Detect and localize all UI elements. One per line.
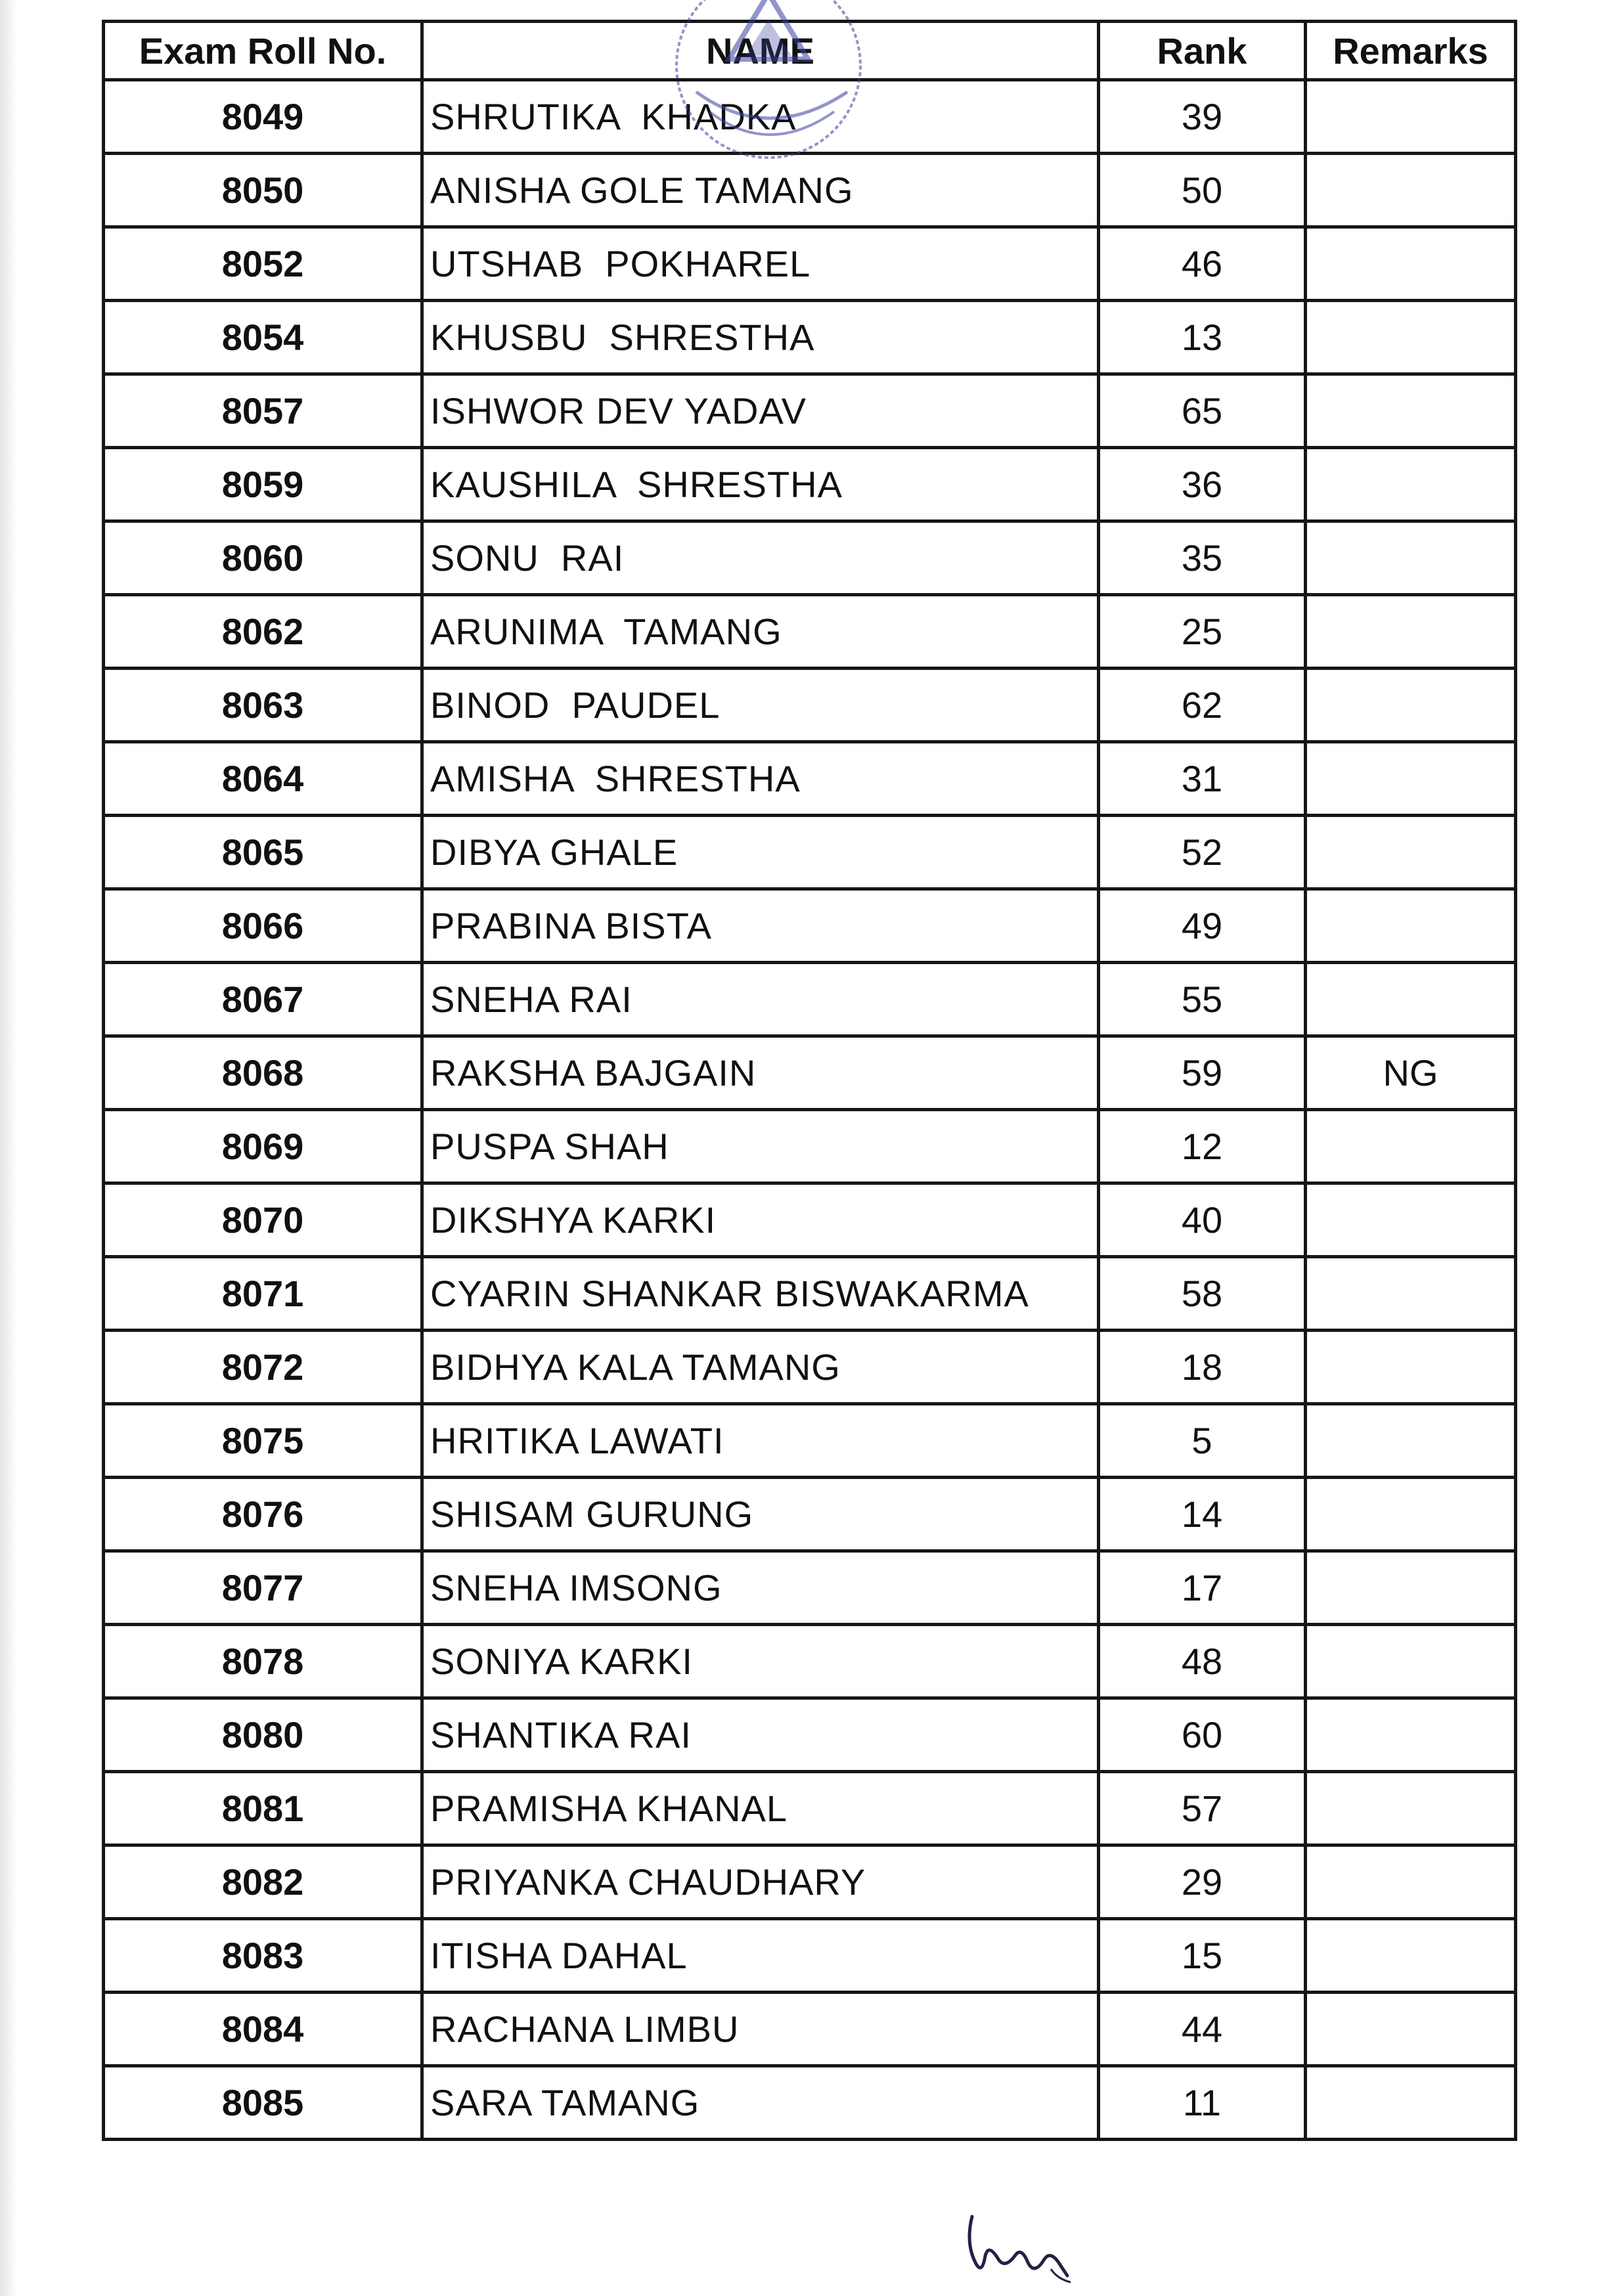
roll-cell: 8050 bbox=[104, 154, 422, 227]
rank-cell: 14 bbox=[1099, 1478, 1306, 1551]
remarks-cell bbox=[1306, 374, 1516, 448]
signature-icon bbox=[959, 2203, 1077, 2289]
remarks-cell bbox=[1306, 889, 1516, 963]
roll-cell: 8082 bbox=[104, 1845, 422, 1919]
table-row bbox=[104, 2066, 1516, 2140]
rank-cell: 29 bbox=[1099, 1845, 1306, 1919]
remarks-cell bbox=[1306, 816, 1516, 889]
rank-cell: 11 bbox=[1099, 2066, 1306, 2140]
table-row bbox=[104, 227, 1516, 301]
rank-cell: 46 bbox=[1099, 227, 1306, 301]
name-cell: DIBYA GHALE bbox=[422, 816, 1099, 889]
scan-edge-shadow bbox=[0, 0, 17, 2296]
roll-cell: 8081 bbox=[104, 1772, 422, 1845]
table-row bbox=[104, 1919, 1516, 1993]
header-roll: Exam Roll No. bbox=[104, 22, 422, 80]
rank-cell: 5 bbox=[1099, 1404, 1306, 1478]
name-cell: SARA TAMANG bbox=[422, 2066, 1099, 2140]
remarks-cell bbox=[1306, 301, 1516, 374]
rank-cell: 59 bbox=[1099, 1036, 1306, 1110]
roll-cell: 8080 bbox=[104, 1698, 422, 1772]
table-row bbox=[104, 963, 1516, 1036]
name-cell: SHANTIKA RAI bbox=[422, 1698, 1099, 1772]
name-cell: HRITIKA LAWATI bbox=[422, 1404, 1099, 1478]
table-row bbox=[104, 742, 1516, 816]
name-cell: ARUNIMA TAMANG bbox=[422, 595, 1099, 669]
name-cell: DIKSHYA KARKI bbox=[422, 1183, 1099, 1257]
table-row bbox=[104, 1698, 1516, 1772]
remarks-cell bbox=[1306, 1919, 1516, 1993]
rank-cell: 58 bbox=[1099, 1257, 1306, 1331]
table-row bbox=[104, 1772, 1516, 1845]
table-row bbox=[104, 1036, 1516, 1110]
table-row bbox=[104, 1551, 1516, 1625]
remarks-cell bbox=[1306, 1551, 1516, 1625]
name-cell: SHISAM GURUNG bbox=[422, 1478, 1099, 1551]
table-row bbox=[104, 80, 1516, 154]
roll-cell: 8068 bbox=[104, 1036, 422, 1110]
name-cell: PUSPA SHAH bbox=[422, 1110, 1099, 1183]
rank-cell: 18 bbox=[1099, 1331, 1306, 1404]
name-cell: SHRUTIKA KHADKA bbox=[422, 80, 1099, 154]
name-cell: SONIYA KARKI bbox=[422, 1625, 1099, 1698]
name-cell: PRIYANKA CHAUDHARY bbox=[422, 1845, 1099, 1919]
remarks-cell bbox=[1306, 1698, 1516, 1772]
roll-cell: 8052 bbox=[104, 227, 422, 301]
rank-cell: 48 bbox=[1099, 1625, 1306, 1698]
remarks-cell bbox=[1306, 1993, 1516, 2066]
remarks-cell bbox=[1306, 1404, 1516, 1478]
roll-cell: 8064 bbox=[104, 742, 422, 816]
roll-cell: 8085 bbox=[104, 2066, 422, 2140]
rank-cell: 35 bbox=[1099, 521, 1306, 595]
roll-cell: 8083 bbox=[104, 1919, 422, 1993]
table-row bbox=[104, 1183, 1516, 1257]
table-row bbox=[104, 889, 1516, 963]
name-cell: ISHWOR DEV YADAV bbox=[422, 374, 1099, 448]
remarks-cell bbox=[1306, 1183, 1516, 1257]
roll-cell: 8084 bbox=[104, 1993, 422, 2066]
rank-cell: 65 bbox=[1099, 374, 1306, 448]
table-row bbox=[104, 154, 1516, 227]
name-cell: PRAMISHA KHANAL bbox=[422, 1772, 1099, 1845]
name-cell: RAKSHA BAJGAIN bbox=[422, 1036, 1099, 1110]
roll-cell: 8076 bbox=[104, 1478, 422, 1551]
table-row bbox=[104, 1331, 1516, 1404]
roll-cell: 8075 bbox=[104, 1404, 422, 1478]
rank-cell: 44 bbox=[1099, 1993, 1306, 2066]
rank-cell: 25 bbox=[1099, 595, 1306, 669]
header-row bbox=[104, 22, 1516, 80]
table-row bbox=[104, 816, 1516, 889]
name-cell: UTSHAB POKHAREL bbox=[422, 227, 1099, 301]
table-row bbox=[104, 1845, 1516, 1919]
name-cell: AMISHA SHRESTHA bbox=[422, 742, 1099, 816]
table-row bbox=[104, 1625, 1516, 1698]
table-row bbox=[104, 669, 1516, 742]
name-cell: RACHANA LIMBU bbox=[422, 1993, 1099, 2066]
table-row bbox=[104, 521, 1516, 595]
name-cell: BIDHYA KALA TAMANG bbox=[422, 1331, 1099, 1404]
remarks-cell bbox=[1306, 669, 1516, 742]
roll-cell: 8057 bbox=[104, 374, 422, 448]
remarks-cell bbox=[1306, 448, 1516, 521]
remarks-cell bbox=[1306, 1110, 1516, 1183]
table-row bbox=[104, 1257, 1516, 1331]
roll-cell: 8054 bbox=[104, 301, 422, 374]
name-cell: SNEHA IMSONG bbox=[422, 1551, 1099, 1625]
name-cell: ITISHA DAHAL bbox=[422, 1919, 1099, 1993]
remarks-cell bbox=[1306, 1257, 1516, 1331]
remarks-cell bbox=[1306, 227, 1516, 301]
remarks-cell bbox=[1306, 154, 1516, 227]
rank-cell: 39 bbox=[1099, 80, 1306, 154]
rank-cell: 36 bbox=[1099, 448, 1306, 521]
rank-cell: 15 bbox=[1099, 1919, 1306, 1993]
rank-cell: 17 bbox=[1099, 1551, 1306, 1625]
rank-cell: 12 bbox=[1099, 1110, 1306, 1183]
rank-cell: 31 bbox=[1099, 742, 1306, 816]
table-row bbox=[104, 301, 1516, 374]
name-cell: PRABINA BISTA bbox=[422, 889, 1099, 963]
name-cell: BINOD PAUDEL bbox=[422, 669, 1099, 742]
rank-cell: 55 bbox=[1099, 963, 1306, 1036]
results-table bbox=[102, 20, 1517, 2141]
table-row bbox=[104, 1993, 1516, 2066]
remarks-cell bbox=[1306, 963, 1516, 1036]
roll-cell: 8049 bbox=[104, 80, 422, 154]
table-row bbox=[104, 1110, 1516, 1183]
remarks-cell bbox=[1306, 1625, 1516, 1698]
roll-cell: 8063 bbox=[104, 669, 422, 742]
remarks-cell bbox=[1306, 1772, 1516, 1845]
roll-cell: 8059 bbox=[104, 448, 422, 521]
table-row bbox=[104, 374, 1516, 448]
rank-cell: 52 bbox=[1099, 816, 1306, 889]
table-row bbox=[104, 448, 1516, 521]
roll-cell: 8072 bbox=[104, 1331, 422, 1404]
rank-cell: 50 bbox=[1099, 154, 1306, 227]
header-name: NAME bbox=[422, 22, 1099, 80]
roll-cell: 8069 bbox=[104, 1110, 422, 1183]
name-cell: ANISHA GOLE TAMANG bbox=[422, 154, 1099, 227]
remarks-cell bbox=[1306, 1331, 1516, 1404]
table-row bbox=[104, 1404, 1516, 1478]
roll-cell: 8077 bbox=[104, 1551, 422, 1625]
remarks-cell bbox=[1306, 80, 1516, 154]
header-remarks: Remarks bbox=[1306, 22, 1516, 80]
roll-cell: 8067 bbox=[104, 963, 422, 1036]
table-row bbox=[104, 595, 1516, 669]
rank-cell: 60 bbox=[1099, 1698, 1306, 1772]
rank-cell: 57 bbox=[1099, 1772, 1306, 1845]
roll-cell: 8065 bbox=[104, 816, 422, 889]
remarks-cell bbox=[1306, 1478, 1516, 1551]
remarks-cell bbox=[1306, 2066, 1516, 2140]
remarks-cell bbox=[1306, 1845, 1516, 1919]
remarks-cell: NG bbox=[1306, 1036, 1516, 1110]
remarks-cell bbox=[1306, 595, 1516, 669]
name-cell: KAUSHILA SHRESTHA bbox=[422, 448, 1099, 521]
remarks-cell bbox=[1306, 521, 1516, 595]
remarks-cell bbox=[1306, 742, 1516, 816]
roll-cell: 8071 bbox=[104, 1257, 422, 1331]
header-rank: Rank bbox=[1099, 22, 1306, 80]
name-cell: CYARIN SHANKAR BISWAKARMA bbox=[422, 1257, 1099, 1331]
name-cell: KHUSBU SHRESTHA bbox=[422, 301, 1099, 374]
rank-cell: 40 bbox=[1099, 1183, 1306, 1257]
rank-cell: 62 bbox=[1099, 669, 1306, 742]
table-row bbox=[104, 1478, 1516, 1551]
rank-cell: 13 bbox=[1099, 301, 1306, 374]
rank-cell: 49 bbox=[1099, 889, 1306, 963]
roll-cell: 8066 bbox=[104, 889, 422, 963]
roll-cell: 8078 bbox=[104, 1625, 422, 1698]
roll-cell: 8070 bbox=[104, 1183, 422, 1257]
name-cell: SNEHA RAI bbox=[422, 963, 1099, 1036]
roll-cell: 8060 bbox=[104, 521, 422, 595]
name-cell: SONU RAI bbox=[422, 521, 1099, 595]
roll-cell: 8062 bbox=[104, 595, 422, 669]
